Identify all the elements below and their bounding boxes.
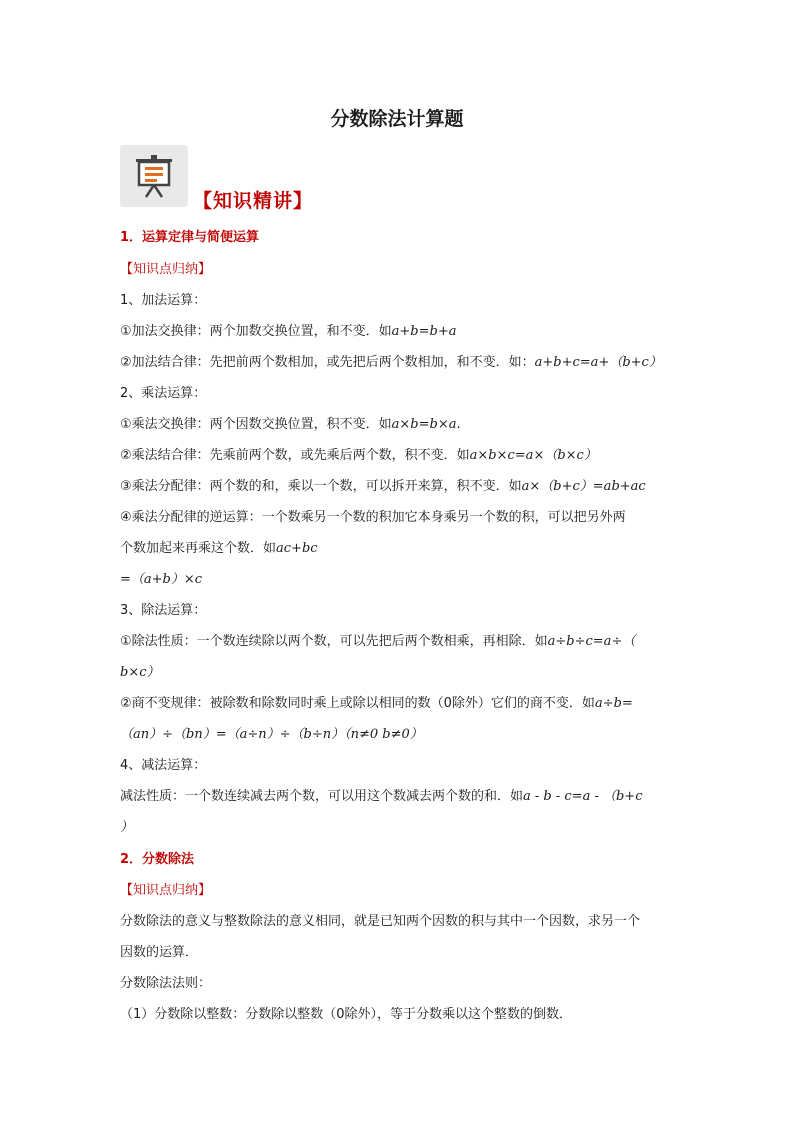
text-line: 3、除法运算： <box>120 603 207 618</box>
section-heading-2: 2．分数除法 <box>120 852 195 867</box>
section-heading-1: 1．运算定律与简便运算 <box>120 230 260 245</box>
text-line: 2、乘法运算： <box>120 386 207 401</box>
text-line: ①加法交换律：两个加数交换位置，和不变．如a+b=b+a <box>120 324 457 339</box>
text-line: ①乘法交换律：两个因数交换位置，积不变．如a×b=b×a. <box>120 417 461 432</box>
text-line: ③乘法分配律：两个数的和，乘以一个数，可以拆开来算，积不变．如a×（b+c）=ab+ac <box>120 479 646 494</box>
text-line: （1）分数除以整数：分数除以整数（0除外），等于分数乘以这个整数的倒数． <box>120 1007 573 1022</box>
text-line: b×c） <box>120 665 160 680</box>
text-line: =（a+b）×c <box>120 572 203 587</box>
text-line: 个数加起来再乘这个数．如ac+bc <box>120 541 318 556</box>
text-line: ②乘法结合律：先乘前两个数，或先乘后两个数，积不变．如a×b×c=a×（b×c） <box>120 448 597 463</box>
subheading-summary-2: 【知识点归纳】 <box>120 883 212 898</box>
text-line: 减法性质：一个数连续减去两个数，可以用这个数减去两个数的和．如a - b - c=a - （b+c <box>120 789 643 804</box>
text-line: （an）÷（bn）=（a÷n）÷（b÷n）（n≠0 b≠0） <box>120 727 423 742</box>
subheading-summary-1: 【知识点归纳】 <box>120 262 212 277</box>
page-title: 分数除法计算题 <box>330 108 464 130</box>
text-line: ②商不变规律：被除数和除数同时乘上或除以相同的数（0除外）它们的商不变．如a÷b= <box>120 696 633 711</box>
text-line: 因数的运算． <box>120 945 199 960</box>
section-banner-label: 【知识精讲】 <box>193 190 314 212</box>
text-line: 分数除法法则： <box>120 976 212 991</box>
presentation-board-icon <box>120 145 188 207</box>
text-line: 1、加法运算： <box>120 293 207 308</box>
text-line: ④乘法分配律的逆运算：一个数乘另一个数的积加它本身乘另一个数的积，可以把另外两 <box>120 510 626 525</box>
text-line: 分数除法的意义与整数除法的意义相同，就是已知两个因数的积与其中一个因数，求另一个 <box>120 914 641 929</box>
text-line: ②加法结合律：先把前两个数相加，或先把后两个数相加，和不变．如：a+b+c=a+（b+c） <box>120 355 662 370</box>
text-line: ①除法性质：一个数连续除以两个数，可以先把后两个数相乘，再相除．如a÷b÷c=a÷（ <box>120 634 636 649</box>
text-line: ） <box>120 820 134 835</box>
text-line: 4、减法运算： <box>120 758 207 773</box>
